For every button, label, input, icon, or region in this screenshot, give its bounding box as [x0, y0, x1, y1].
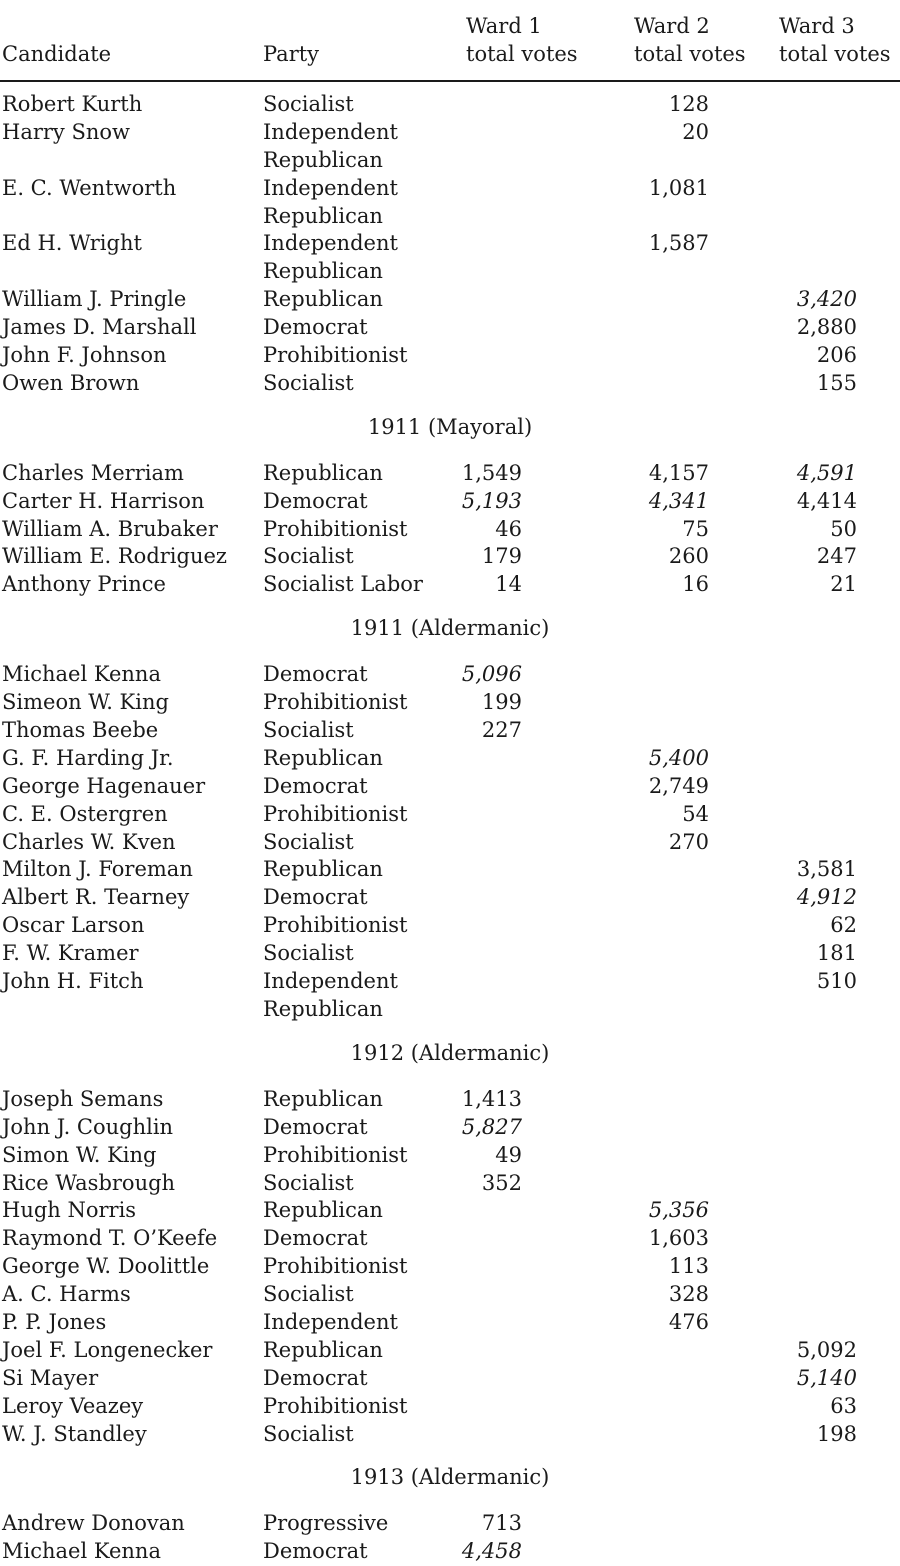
ward1-votes-cell: 4,458 — [461, 1539, 522, 1564]
party-cell: Socialist — [263, 1421, 354, 1446]
ward2-votes-cell: 4,157 — [648, 460, 709, 485]
party-cell: Democrat — [263, 1114, 368, 1139]
ward2-votes-cell: 476 — [668, 1309, 709, 1334]
candidate-cell: Thomas Beebe — [2, 718, 159, 743]
ward3-votes-cell: 4,414 — [796, 488, 857, 513]
ward3-votes-cell: 5,092 — [796, 1337, 857, 1362]
party-cell: Prohibitionist — [263, 1393, 408, 1418]
candidate-cell: Ed H. Wright — [2, 231, 142, 256]
ward1-votes-cell: 49 — [495, 1142, 522, 1167]
ward2-votes-cell: 20 — [682, 119, 709, 144]
candidate-cell: Michael Kenna — [2, 1539, 161, 1564]
candidate-cell: Raymond T. O’Keefe — [2, 1226, 218, 1251]
table-row — [0, 968, 900, 996]
candidate-cell: G. F. Harding Jr. — [2, 745, 174, 770]
ward2-votes-cell: 260 — [668, 544, 709, 569]
table-row — [0, 258, 900, 286]
candidate-cell: Simon W. King — [2, 1142, 157, 1167]
section-title — [0, 615, 900, 643]
column-header-ward2 — [634, 12, 746, 68]
candidate-cell: F. W. Kramer — [2, 941, 139, 966]
ward3-votes-cell: 50 — [830, 516, 857, 541]
table-body — [0, 91, 900, 1566]
table-row — [0, 91, 900, 119]
candidate-cell: Harry Snow — [2, 119, 130, 144]
party-cell: Republican — [263, 745, 383, 770]
table-row — [0, 1170, 900, 1198]
ward3-votes-cell: 21 — [830, 572, 857, 597]
candidate-cell: Owen Brown — [2, 370, 140, 395]
column-header-ward3 — [779, 12, 891, 68]
candidate-cell: Simeon W. King — [2, 690, 169, 715]
table-row — [0, 1253, 900, 1281]
party-cell: Prohibitionist — [263, 1142, 408, 1167]
party-cell: Prohibitionist — [263, 690, 408, 715]
party-cell: Republican — [263, 996, 383, 1021]
table-row — [0, 1510, 900, 1538]
ward2-votes-cell: 1,081 — [648, 175, 709, 200]
party-cell: Independent — [263, 1309, 398, 1334]
table-row — [0, 1086, 900, 1114]
ward1-votes-cell: 199 — [481, 690, 522, 715]
section-title — [0, 1040, 900, 1068]
candidate-cell: Andrew Donovan — [2, 1511, 185, 1536]
party-cell: Prohibitionist — [263, 1254, 408, 1279]
candidate-cell: Hugh Norris — [2, 1198, 137, 1223]
table-row — [0, 516, 900, 544]
party-cell: Republican — [263, 460, 383, 485]
ward3-votes-cell: 5,140 — [796, 1365, 857, 1390]
column-header-ward2-line2: total votes — [634, 42, 746, 66]
table-row — [0, 230, 900, 258]
ward2-votes-cell: 5,356 — [648, 1198, 709, 1223]
ward2-votes-cell: 1,603 — [648, 1226, 709, 1251]
candidate-cell: Leroy Veazey — [2, 1393, 144, 1418]
party-cell: Democrat — [263, 885, 368, 910]
party-cell: Republican — [263, 287, 383, 312]
column-header-party: Party — [263, 42, 320, 66]
ward1-votes-cell: 1,549 — [461, 460, 522, 485]
table-row — [0, 661, 900, 689]
party-cell: Democrat — [263, 1539, 368, 1564]
candidate-cell: A. C. Harms — [2, 1282, 131, 1307]
party-cell: Republican — [263, 259, 383, 284]
table-row — [0, 119, 900, 147]
ward3-votes-cell: 155 — [816, 370, 857, 395]
ward2-votes-cell: 54 — [682, 801, 709, 826]
column-header-candidate: Candidate — [2, 42, 112, 66]
candidate-cell: George Hagenauer — [2, 773, 206, 798]
table-row — [0, 829, 900, 857]
ward3-votes-cell: 181 — [816, 941, 857, 966]
party-cell: Democrat — [263, 488, 368, 513]
party-cell: Prohibitionist — [263, 801, 408, 826]
candidate-cell: Anthony Prince — [2, 572, 166, 597]
ward1-votes-cell: 46 — [495, 516, 522, 541]
party-cell: Republican — [263, 857, 383, 882]
section-title-text: 1911 (Aldermanic) — [350, 616, 550, 641]
section-heading — [0, 398, 900, 460]
ward2-votes-cell: 75 — [682, 516, 709, 541]
party-cell: Prohibitionist — [263, 913, 408, 938]
ward1-votes-cell: 5,827 — [461, 1114, 522, 1139]
table-row — [0, 717, 900, 745]
candidate-cell: Charles W. Kven — [2, 829, 176, 854]
table-row — [0, 940, 900, 968]
column-header-ward1 — [466, 12, 578, 68]
candidate-cell: John F. Johnson — [2, 343, 167, 368]
candidate-cell: P. P. Jones — [2, 1309, 107, 1334]
table-row — [0, 745, 900, 773]
table-row — [0, 1114, 900, 1142]
section-heading — [0, 599, 900, 661]
table-row — [0, 543, 900, 571]
column-header-ward3-line2: total votes — [779, 42, 891, 66]
table-row — [0, 286, 900, 314]
ward1-votes-cell: 5,193 — [461, 488, 522, 513]
candidate-cell: Albert R. Tearney — [2, 885, 190, 910]
table-row — [0, 1281, 900, 1309]
table-row — [0, 203, 900, 231]
candidate-cell: John H. Fitch — [2, 969, 144, 994]
table-row — [0, 175, 900, 203]
candidate-cell: Michael Kenna — [2, 662, 161, 687]
party-cell: Democrat — [263, 662, 368, 687]
candidate-cell: Robert Kurth — [2, 92, 143, 116]
ward2-votes-cell: 270 — [668, 829, 709, 854]
candidate-cell: Milton J. Foreman — [2, 857, 193, 882]
party-cell: Socialist — [263, 92, 354, 116]
candidate-cell: Charles Merriam — [2, 460, 184, 485]
ward3-votes-cell: 63 — [830, 1393, 857, 1418]
ward1-votes-cell: 713 — [481, 1511, 522, 1536]
party-cell: Republican — [263, 1198, 383, 1223]
candidate-cell: Rice Wasbrough — [2, 1170, 176, 1195]
party-cell: Socialist — [263, 1282, 354, 1307]
party-cell: Socialist — [263, 1170, 354, 1195]
party-cell: Socialist — [263, 718, 354, 743]
candidate-cell: William E. Rodriguez — [2, 544, 227, 569]
ward1-votes-cell: 5,096 — [461, 662, 522, 687]
party-cell: Republican — [263, 1086, 383, 1111]
table-row — [0, 1142, 900, 1170]
section-title-text: 1912 (Aldermanic) — [350, 1040, 550, 1065]
party-cell: Republican — [263, 203, 383, 228]
table-row — [0, 488, 900, 516]
party-cell: Progressive — [263, 1511, 389, 1536]
party-cell: Socialist — [263, 370, 354, 395]
table-row — [0, 773, 900, 801]
column-header-ward2-line1: Ward 2 — [634, 14, 710, 38]
party-cell: Independent — [263, 231, 398, 256]
ward2-votes-cell: 328 — [668, 1282, 709, 1307]
candidate-cell: Joseph Semans — [2, 1086, 164, 1111]
column-header-ward1-line2: total votes — [466, 42, 578, 66]
ward3-votes-cell: 198 — [816, 1421, 857, 1446]
section-title-text: 1911 (Mayoral) — [367, 414, 533, 439]
section-title — [0, 1464, 900, 1492]
party-cell: Socialist — [263, 829, 354, 854]
party-cell: Independent — [263, 119, 398, 144]
table-row — [0, 314, 900, 342]
table-row — [0, 689, 900, 717]
candidate-cell: William A. Brubaker — [2, 516, 218, 541]
ward1-votes-cell: 179 — [481, 544, 522, 569]
candidate-cell: George W. Doolittle — [2, 1254, 210, 1279]
table-row — [0, 884, 900, 912]
party-cell: Socialist — [263, 544, 354, 569]
ward3-votes-cell: 3,420 — [796, 287, 857, 312]
table-row — [0, 1337, 900, 1365]
ward1-votes-cell: 14 — [495, 572, 522, 597]
table-row — [0, 912, 900, 940]
party-cell: Prohibitionist — [263, 516, 408, 541]
section-heading — [0, 1448, 900, 1510]
table-row — [0, 856, 900, 884]
ward3-votes-cell: 4,591 — [796, 460, 857, 485]
party-cell: Prohibitionist — [263, 343, 408, 368]
table-row — [0, 1197, 900, 1225]
ward2-votes-cell: 128 — [668, 92, 709, 116]
section-heading — [0, 1024, 900, 1086]
candidate-cell: C. E. Ostergren — [2, 801, 168, 826]
party-cell: Democrat — [263, 315, 368, 340]
candidate-cell: James D. Marshall — [2, 315, 197, 340]
column-header-ward3-line1: Ward 3 — [779, 14, 855, 38]
section-title — [0, 414, 900, 442]
table-row — [0, 342, 900, 370]
ward3-votes-cell: 247 — [816, 544, 857, 569]
candidate-cell: William J. Pringle — [2, 287, 187, 312]
ward1-votes-cell: 227 — [481, 718, 522, 743]
table-row — [0, 1538, 900, 1566]
ward2-votes-cell: 5,400 — [648, 745, 709, 770]
ward1-votes-cell: 352 — [481, 1170, 522, 1195]
ward2-votes-cell: 113 — [668, 1254, 709, 1279]
party-cell: Democrat — [263, 773, 368, 798]
ward2-votes-cell: 1,587 — [648, 231, 709, 256]
party-cell: Independent — [263, 969, 398, 994]
table-row — [0, 1421, 900, 1449]
candidate-cell: W. J. Standley — [2, 1421, 147, 1446]
party-cell: Republican — [263, 147, 383, 172]
section-title-text: 1913 (Aldermanic) — [350, 1465, 550, 1490]
table-row — [0, 147, 900, 175]
ward2-votes-cell: 16 — [682, 572, 709, 597]
table-row — [0, 1365, 900, 1393]
ward3-votes-cell: 3,581 — [796, 857, 857, 882]
candidate-cell: Si Mayer — [2, 1365, 99, 1390]
table-row — [0, 460, 900, 488]
table-row — [0, 1309, 900, 1337]
table-row — [0, 370, 900, 398]
candidate-cell: Joel F. Longenecker — [2, 1337, 213, 1362]
ward3-votes-cell: 4,912 — [796, 885, 857, 910]
table-row — [0, 801, 900, 829]
party-cell: Independent — [263, 175, 398, 200]
ward2-votes-cell: 2,749 — [648, 773, 709, 798]
candidate-cell: Carter H. Harrison — [2, 488, 205, 513]
ward3-votes-cell: 2,880 — [796, 315, 857, 340]
party-cell: Socialist Labor — [263, 572, 423, 597]
party-cell: Republican — [263, 1337, 383, 1362]
ward3-votes-cell: 510 — [816, 969, 857, 994]
candidate-cell: E. C. Wentworth — [2, 175, 177, 200]
party-cell: Socialist — [263, 941, 354, 966]
table-row — [0, 1225, 900, 1253]
party-cell: Democrat — [263, 1365, 368, 1390]
column-header-ward1-line1: Ward 1 — [466, 14, 542, 38]
candidate-cell: John J. Coughlin — [2, 1114, 174, 1139]
ward3-votes-cell: 206 — [816, 343, 857, 368]
table-header — [0, 0, 900, 82]
table-row — [0, 1393, 900, 1421]
ward1-votes-cell: 1,413 — [461, 1086, 522, 1111]
party-cell: Democrat — [263, 1226, 368, 1251]
ward3-votes-cell: 62 — [830, 913, 857, 938]
candidate-cell: Oscar Larson — [2, 913, 145, 938]
ward2-votes-cell: 4,341 — [648, 488, 709, 513]
table-row — [0, 996, 900, 1024]
table-row — [0, 571, 900, 599]
